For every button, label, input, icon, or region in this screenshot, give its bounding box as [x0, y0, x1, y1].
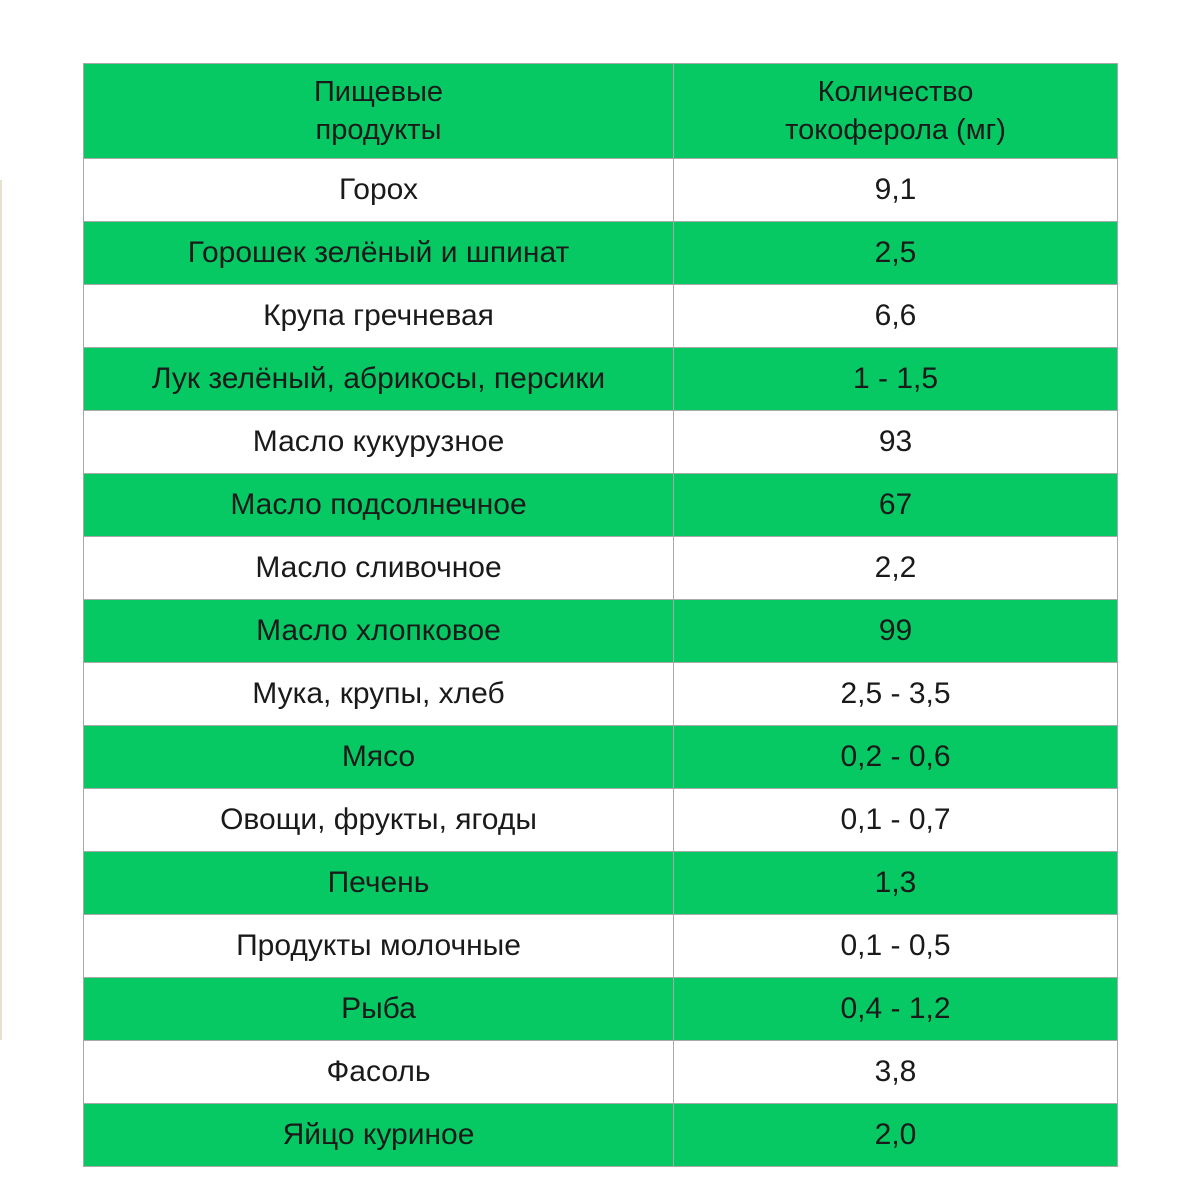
table-row	[84, 411, 1118, 474]
amount-cell: 93	[674, 411, 1118, 474]
table-row	[84, 600, 1118, 663]
header-food-products	[84, 64, 674, 159]
table-row	[84, 663, 1118, 726]
left-edge-mark	[0, 180, 2, 1040]
table-row	[84, 789, 1118, 852]
amount-cell: 99	[674, 600, 1118, 663]
amount-cell: 9,1	[674, 159, 1118, 222]
table-row	[84, 537, 1118, 600]
food-cell: Овощи, фрукты, ягоды	[84, 789, 674, 852]
table-row	[84, 474, 1118, 537]
amount-cell: 0,2 - 0,6	[674, 726, 1118, 789]
food-cell: Рыба	[84, 978, 674, 1041]
amount-cell: 2,0	[674, 1104, 1118, 1167]
food-cell: Мясо	[84, 726, 674, 789]
food-cell: Горошек зелёный и шпинат	[84, 222, 674, 285]
food-cell: Масло кукурузное	[84, 411, 674, 474]
table-row	[84, 285, 1118, 348]
food-cell: Масло хлопковое	[84, 600, 674, 663]
table-row	[84, 348, 1118, 411]
food-cell: Фасоль	[84, 1041, 674, 1104]
food-cell: Печень	[84, 852, 674, 915]
table-row	[84, 978, 1118, 1041]
table-row	[84, 852, 1118, 915]
amount-cell: 2,5 - 3,5	[674, 663, 1118, 726]
food-cell: Масло подсолнечное	[84, 474, 674, 537]
amount-cell: 0,1 - 0,5	[674, 915, 1118, 978]
food-cell: Яйцо куриное	[84, 1104, 674, 1167]
amount-cell: 2,5	[674, 222, 1118, 285]
amount-cell: 3,8	[674, 1041, 1118, 1104]
table-row	[84, 915, 1118, 978]
food-cell: Крупа гречневая	[84, 285, 674, 348]
food-cell: Продукты молочные	[84, 915, 674, 978]
food-cell: Мука, крупы, хлеб	[84, 663, 674, 726]
amount-cell: 1,3	[674, 852, 1118, 915]
header-tocopherol-amount	[674, 64, 1118, 159]
food-cell: Масло сливочное	[84, 537, 674, 600]
amount-cell: 6,6	[674, 285, 1118, 348]
table-row	[84, 222, 1118, 285]
tocopherol-table	[83, 63, 1118, 1167]
table-header-row	[84, 64, 1118, 159]
table-row	[84, 726, 1118, 789]
food-cell: Лук зелёный, абрикосы, персики	[84, 348, 674, 411]
table-row	[84, 159, 1118, 222]
amount-cell: 0,1 - 0,7	[674, 789, 1118, 852]
food-cell: Горох	[84, 159, 674, 222]
header-food-products-line1: Пищевые	[313, 76, 444, 108]
table-row	[84, 1041, 1118, 1104]
table-row	[84, 1104, 1118, 1167]
header-tocopherol-amount-line2: токоферола (мг)	[785, 114, 1006, 146]
amount-cell: 0,4 - 1,2	[674, 978, 1118, 1041]
amount-cell: 1 - 1,5	[674, 348, 1118, 411]
amount-cell: 67	[674, 474, 1118, 537]
amount-cell: 2,2	[674, 537, 1118, 600]
header-food-products-line2: продукты	[315, 114, 442, 146]
header-tocopherol-amount-line1: Количество	[817, 76, 974, 108]
tocopherol-table-container	[83, 63, 1117, 1165]
